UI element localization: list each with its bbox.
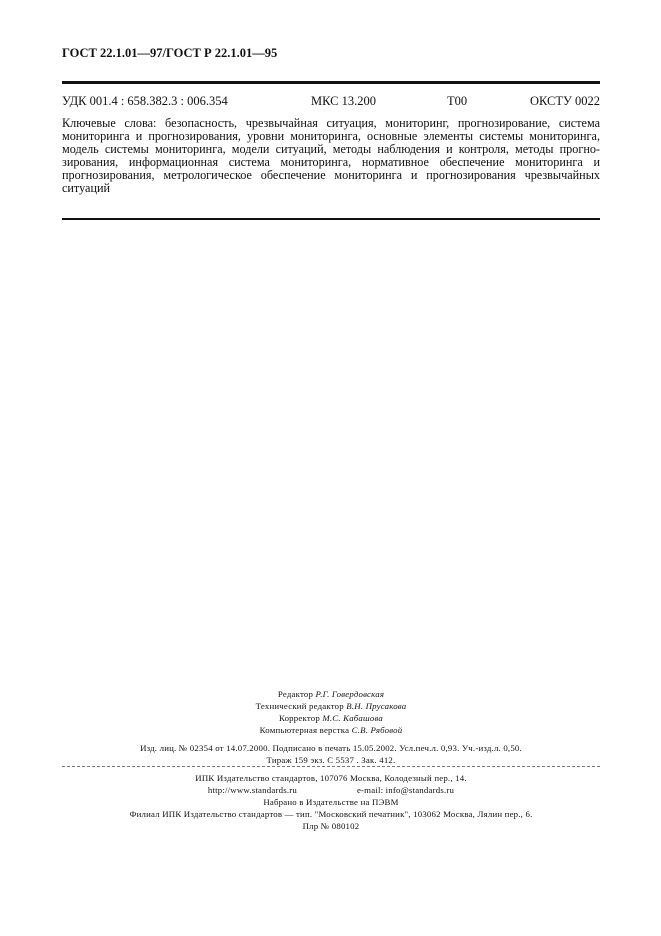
publisher-contacts: [62, 784, 600, 796]
keywords-line: мониторинга и прогнозирования, уровни мониторинга, основные элементы системы мониторинга,: [62, 129, 600, 143]
imprint-line: Тираж 159 экз. С 5537 . Зак. 412.: [266, 755, 396, 765]
credits: [62, 688, 600, 736]
publisher-info: [62, 772, 600, 832]
keywords-line: ситуаций: [62, 181, 111, 195]
keywords-line: модель системы мониторинга, модели ситуаций, методы наблюдения и контроля, методы прогно-: [62, 142, 600, 156]
credit-name: В.Н. Прусакова: [346, 701, 407, 711]
credit-role: Редактор: [277, 689, 314, 699]
dashed-divider: [62, 766, 600, 767]
publisher-line: Плр № 080102: [302, 821, 360, 831]
credit-editor: [62, 688, 600, 700]
imprint-line: Изд. лиц. № 02354 от 14.07.2000. Подписано в печать 15.05.2002. Усл.печ.л. 0,93. Уч.-изд.л. 0,50.: [140, 743, 522, 753]
keywords-line: прогнозирования, метрологическое обеспечение мониторинга и прогнозирования чрезвычайных: [62, 168, 600, 182]
imprint: [62, 742, 600, 766]
credit-role: Корректор: [278, 713, 320, 723]
credit-name: М.С. Кабашова: [322, 713, 384, 723]
section-rule: [62, 218, 600, 220]
top-rule: [62, 81, 600, 84]
udk-code: УДК 001.4 : 658.382.3 : 006.354: [62, 94, 228, 108]
credit-corrector: [62, 712, 600, 724]
t-code: Т00: [447, 94, 468, 108]
keywords-line: Ключевые слова: безопасность, чрезвычайная ситуация, мониторинг, прогнозирование, система: [62, 116, 600, 130]
publisher-website: http://www.standards.ru: [207, 785, 297, 795]
publisher-line: ИПК Издательство стандартов, 107076 Москва, Колодезный пер., 14.: [195, 773, 467, 783]
classification-codes: [62, 94, 600, 110]
credit-role: Технический редактор: [255, 701, 344, 711]
credit-name: С.В. Рябовой: [351, 725, 403, 735]
credit-tech-editor: [62, 700, 600, 712]
credit-name: Р.Г. Говердовская: [315, 689, 385, 699]
okstu-code: ОКСТУ 0022: [529, 94, 600, 108]
mks-code: МКС 13.200: [311, 94, 376, 108]
publisher-email: e-mail: info@standards.ru: [356, 785, 455, 795]
publisher-line: Набрано в Издательстве на ПЭВМ: [263, 797, 399, 807]
publisher-line: Филиал ИПК Издательство стандартов — тип. "Московский печатник", 103062 Москва, Лялин пер., 6.: [129, 809, 533, 819]
credit-role: Компьютерная верстка: [259, 725, 350, 735]
document-header: ГОСТ 22.1.01—97/ГОСТ Р 22.1.01—95: [62, 46, 278, 60]
keywords-line: зирования, информационная система мониторинга, нормативное обеспечение мониторинга и: [62, 155, 600, 169]
credit-layout: [62, 724, 600, 736]
keywords-paragraph: [62, 117, 600, 195]
